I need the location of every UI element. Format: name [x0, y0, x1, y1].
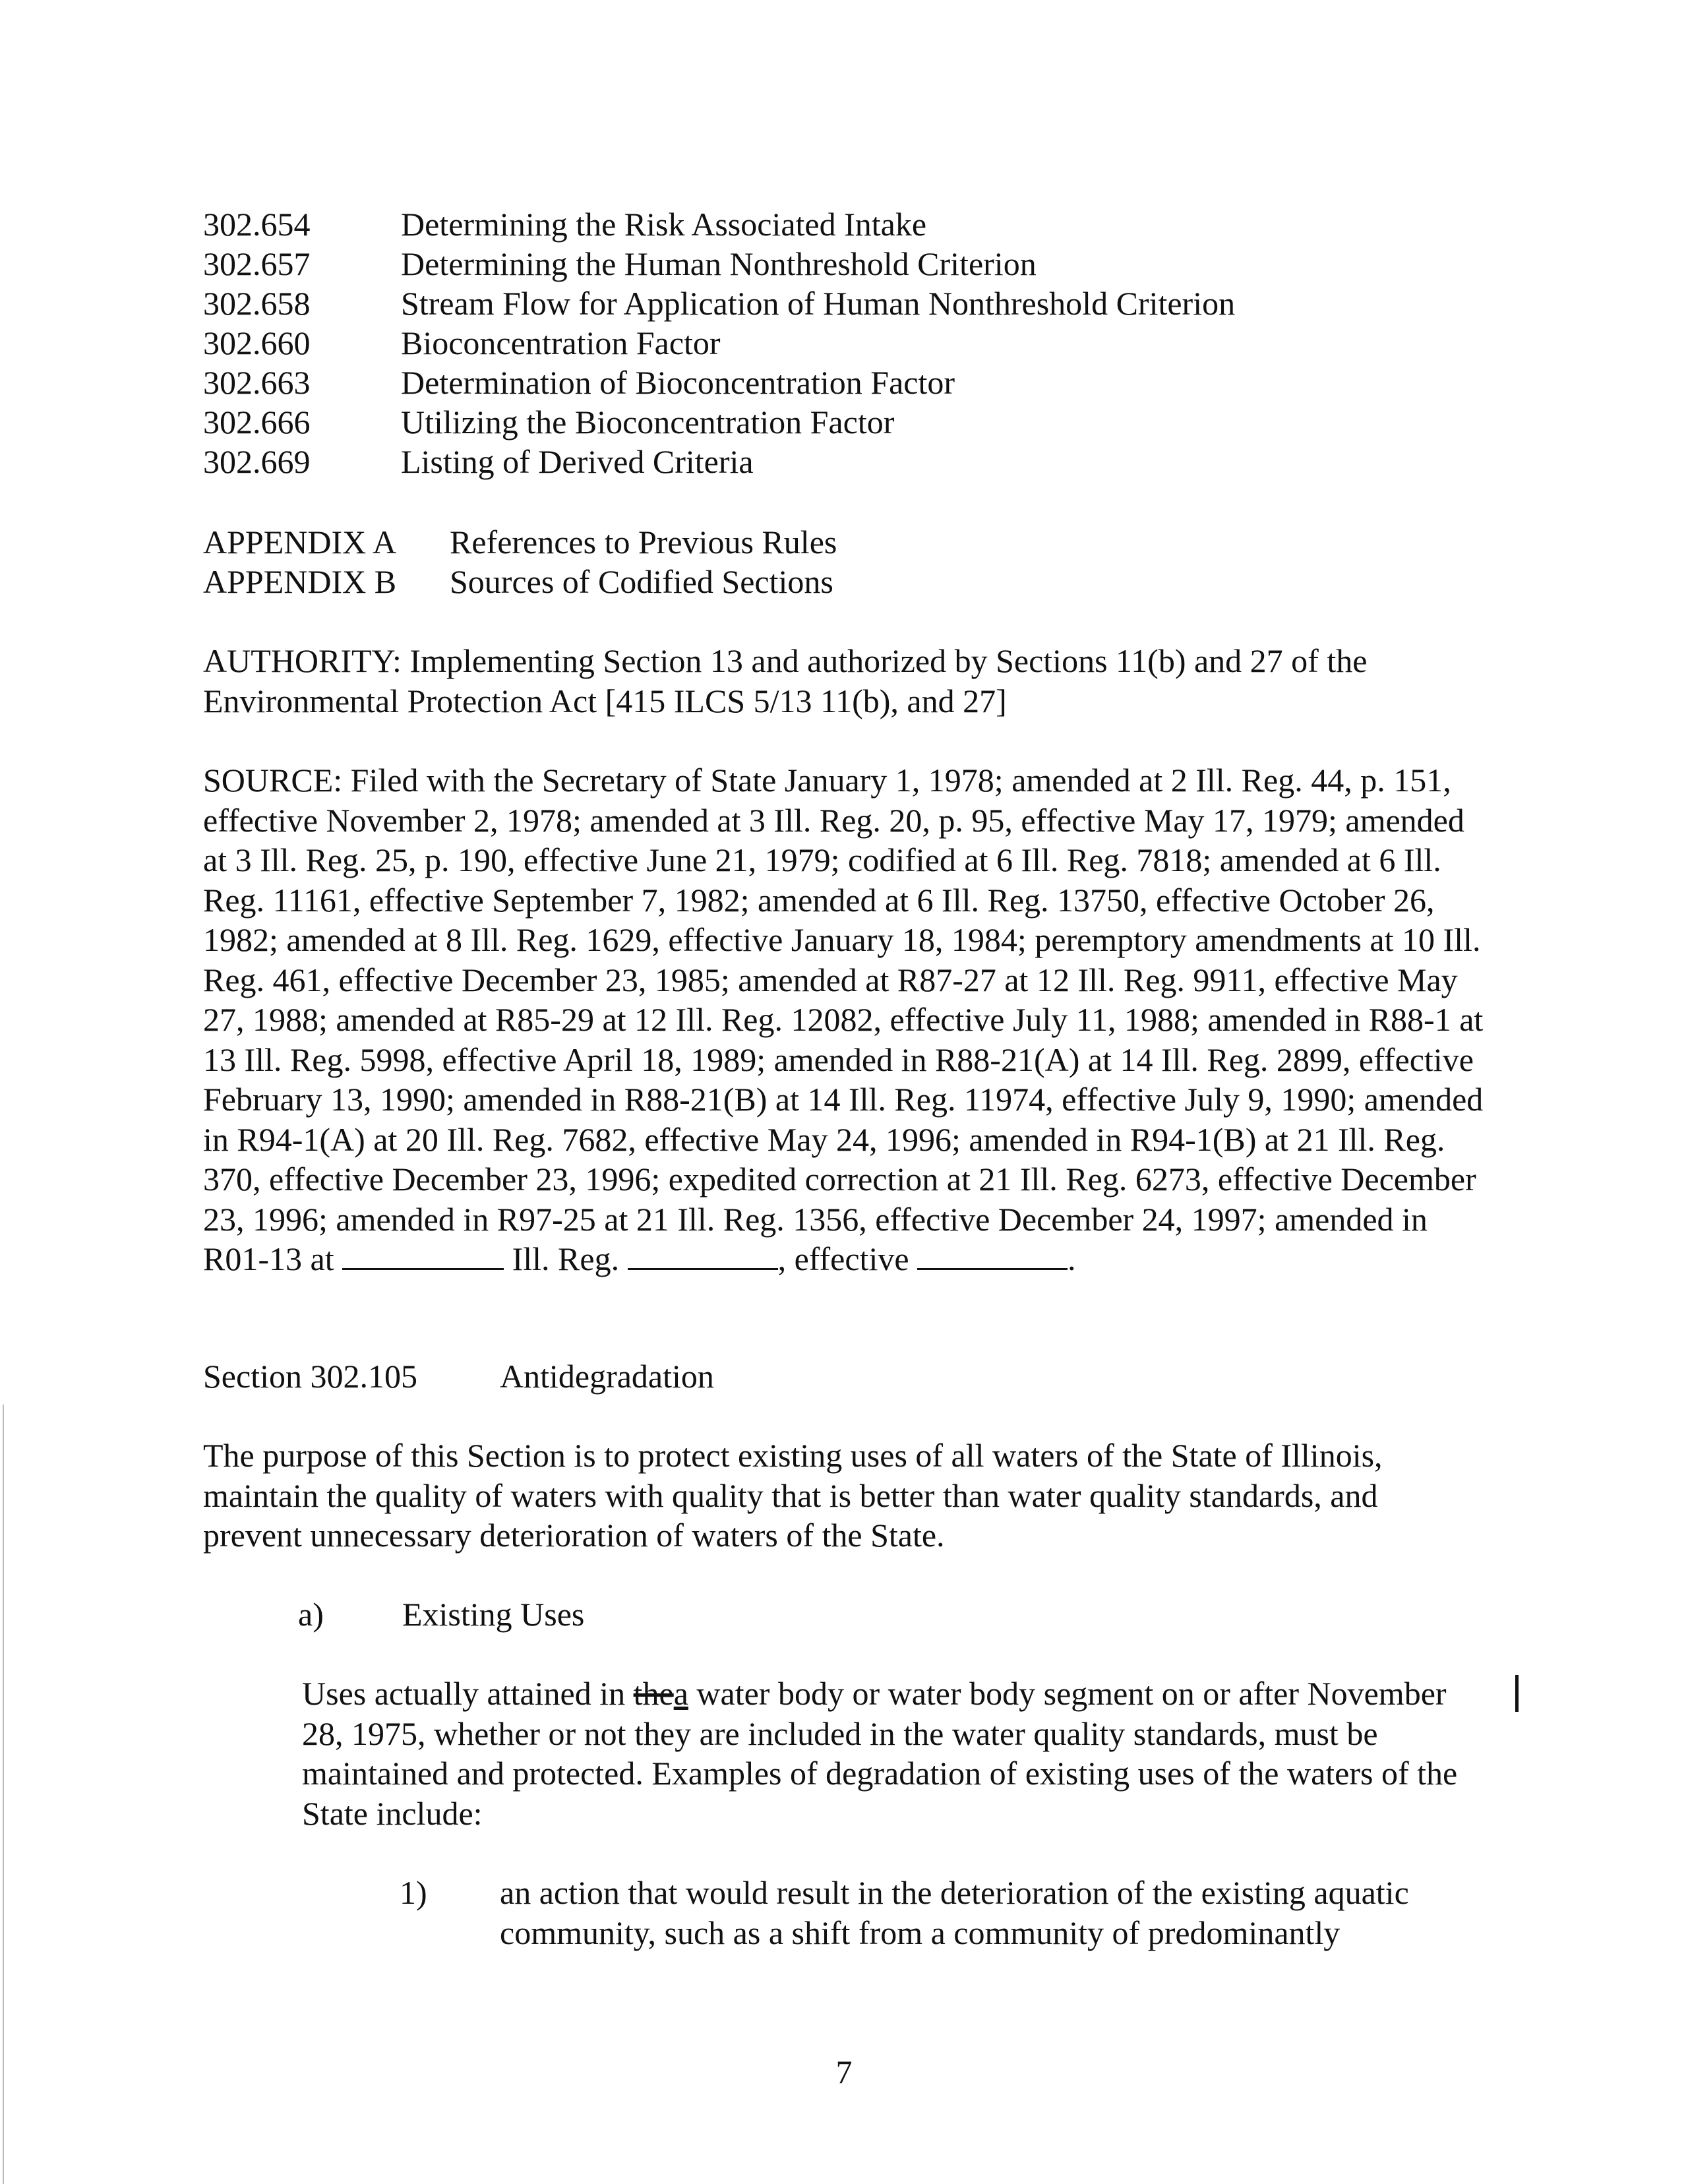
struck-text: the — [633, 1675, 674, 1712]
section-number: Section 302.105 — [203, 1358, 417, 1395]
effective-label: , effective — [777, 1240, 909, 1277]
toc-row — [203, 442, 1456, 481]
toc-section-title: Bioconcentration Factor — [401, 324, 721, 361]
blank-line — [628, 1239, 778, 1270]
appendix-row — [203, 522, 1456, 562]
toc-section-number: 302.654 — [203, 206, 311, 243]
toc-section-number: 302.657 — [203, 245, 311, 282]
subsection-label: a) — [298, 1596, 324, 1633]
toc-section-title: Determining the Human Nonthreshold Criterion — [401, 245, 1037, 282]
appendix-row — [203, 562, 1456, 601]
page-number: 7 — [835, 2053, 853, 2090]
toc-section-number: 302.658 — [203, 285, 311, 322]
section-heading — [203, 1356, 714, 1396]
toc-section-title: Utilizing the Bioconcentration Factor — [401, 404, 895, 440]
subsection-heading — [298, 1594, 584, 1634]
uses-text-before: Uses actually attained in — [302, 1675, 634, 1712]
toc-section-title: Determination of Bioconcentration Factor — [401, 364, 955, 401]
existing-uses-paragraph — [302, 1674, 1489, 1833]
toc-section-title: Stream Flow for Application of Human Nonthreshold Criterion — [401, 285, 1236, 322]
toc-section-number: 302.666 — [203, 404, 311, 440]
source-text: SOURCE: Filed with the Secretary of State January 1, 1978; amended at 2 Ill. Reg. 44, p. 151, effective November 2, 1978; amended at 3 Ill. Reg. 20, p. 95, effective May 17, 1979; amended at 3 Ill. Reg. 25, p. 190, effective June 21, 1979; codified at 6 Ill. Reg. 7818; amended at 6 Ill. Reg. 11161, effective September 7, 1982; amended at 6 Ill. Reg. 13750, effective October 26, 1982; amended at 8 Ill. Reg. 1629, effective January 18, 1984; peremptory amendments at 10 Ill. Reg. 461, effective December 23, 1985; amended at R87-27 at 12 Ill. Reg. 9911, effective May 27, 1988; amended at R85-29 at 12 Ill. Reg. 12082, effective July 11, 1988; amended in R88-1 at 13 Ill. Reg. 5998, effective April 18, 1989; amended in R88-21(A) at 14 Ill. Reg. 2899, effective February 13, 1990; amended in R88-21(B) at 14 Ill. Reg. 11974, effective July 9, 1990; amended in R94-1(A) at 20 Ill. Reg. 7682, effective May 24, 1996; amended in R94-1(B) at 21 Ill. Reg. 370, effective December 23, 1996; expedited correction at 21 Ill. Reg. 6273, effective December 23, 1996; amended in R97-25 at 21 Ill. Reg. 1356, effective December 24, 1997; amended in R01-13 at — [203, 762, 1484, 1277]
uses-text-after: water body or water body segment on or after November 28, 1975, whether or not they are included in the water quality standards, must be maintained and protected. Examples of degradation of existing uses of the waters of the State include: — [302, 1675, 1458, 1832]
appendix-title: References to Previous Rules — [450, 524, 837, 561]
subsection-title: Existing Uses — [402, 1596, 585, 1633]
appendix-label: APPENDIX A — [203, 524, 397, 561]
appendix-list — [203, 522, 1456, 601]
toc-row — [203, 323, 1456, 363]
toc-section-number: 302.660 — [203, 324, 311, 361]
toc-section-number: 302.663 — [203, 364, 311, 401]
blank-line — [342, 1239, 504, 1270]
scan-edge-line — [3, 1405, 4, 2184]
authority-paragraph: AUTHORITY: Implementing Section 13 and authorized by Sections 11(b) and 27 of the Environmental Protection Act [415 ILCS 5/13 11(b), and 27] — [203, 642, 1368, 719]
source-paragraph — [203, 760, 1489, 1279]
appendix-title: Sources of Codified Sections — [450, 563, 833, 600]
toc-section-number: 302.669 — [203, 443, 311, 480]
toc-row — [203, 284, 1456, 323]
table-of-contents — [203, 204, 1456, 481]
list-item-label: 1) — [400, 1874, 427, 1911]
inserted-text: a — [673, 1675, 688, 1712]
list-item-text: an action that would result in the deterioration of the existing aquatic community, such as a shift from a community of predominantly — [500, 1874, 1409, 1951]
blank-line — [917, 1239, 1068, 1270]
toc-row — [203, 363, 1456, 402]
revision-bar — [1515, 1675, 1519, 1712]
reg-label: Ill. Reg. — [512, 1240, 620, 1277]
toc-section-title: Determining the Risk Associated Intake — [401, 206, 927, 243]
section-title: Antidegradation — [500, 1358, 714, 1395]
list-item — [400, 1873, 1521, 1953]
toc-row — [203, 204, 1456, 244]
appendix-label: APPENDIX B — [203, 563, 397, 600]
purpose-paragraph: The purpose of this Section is to protect existing uses of all waters of the State of Illinois, maintain the quality of waters with quality that is better than water quality standards, and prevent unnecessary deterioration of waters of the State. — [203, 1437, 1383, 1554]
toc-section-title: Listing of Derived Criteria — [401, 443, 754, 480]
end-punct: . — [1068, 1240, 1076, 1277]
toc-row — [203, 402, 1456, 442]
toc-row — [203, 244, 1456, 284]
